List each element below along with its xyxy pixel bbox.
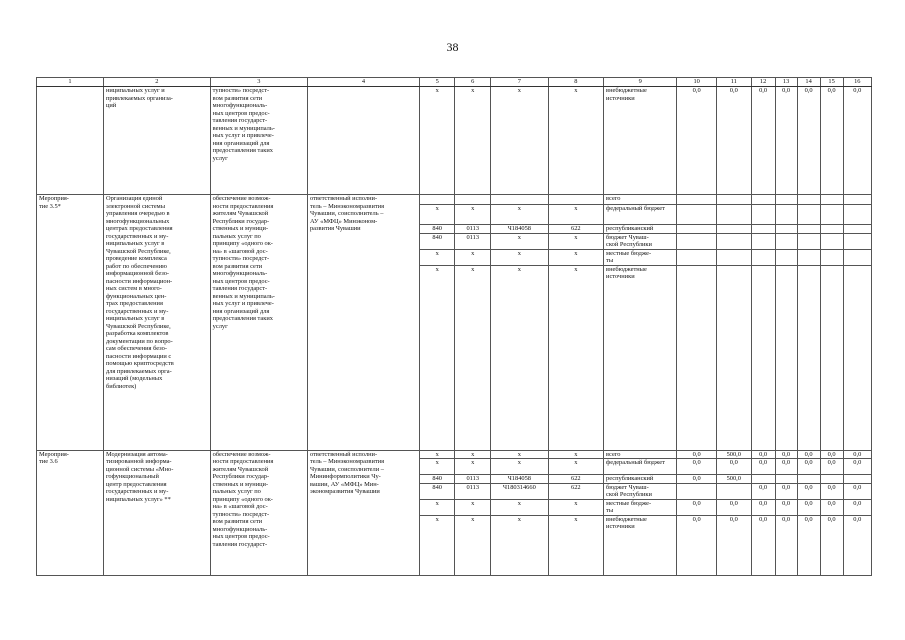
cell-value [797, 205, 820, 225]
cell-value: 0,0 [717, 515, 752, 575]
cell-value: 0,0 [775, 87, 797, 195]
column-number: 8 [548, 78, 603, 87]
cell-value [820, 205, 843, 225]
cell-measure-name: ниципальных услуг и привлекаемых организа- ций [103, 87, 210, 195]
cell-value [717, 265, 752, 450]
cell-value: х [455, 265, 491, 450]
column-number: 5 [419, 78, 455, 87]
cell-value [775, 249, 797, 265]
cell-csr: х [491, 87, 549, 195]
cell-value [820, 225, 843, 234]
cell-value: 0,0 [677, 459, 717, 475]
cell-source: внебюджетные источники [604, 515, 677, 575]
cell-value: 0,0 [677, 475, 717, 484]
cell-value: 0,0 [751, 87, 775, 195]
cell-value [843, 205, 871, 225]
cell-source: всего [604, 450, 677, 459]
table-row [37, 450, 872, 459]
cell-value: х [455, 459, 491, 475]
cell-value [717, 233, 752, 249]
cell-value [797, 265, 820, 450]
column-number: 16 [843, 78, 871, 87]
cell-value: 0,0 [677, 499, 717, 515]
table-row [37, 195, 872, 205]
cell-value [717, 249, 752, 265]
cell-value [820, 249, 843, 265]
cell-value [677, 205, 717, 225]
cell-value: 622 [548, 225, 603, 234]
cell-rzpr: х [455, 87, 491, 195]
cell-value: х [419, 459, 455, 475]
cell-value: 0113 [455, 475, 491, 484]
cell-source: всего [604, 195, 677, 205]
cell-value: х [491, 515, 549, 575]
cell-executor [307, 87, 419, 195]
cell-value: 0,0 [775, 499, 797, 515]
cell-value: 0,0 [820, 459, 843, 475]
cell-value [677, 249, 717, 265]
cell-value: 840 [419, 233, 455, 249]
cell-value: 0,0 [820, 483, 843, 499]
cell-source: внебюджетные источники [604, 265, 677, 450]
cell-value [419, 195, 455, 205]
cell-measure-name: Организация единой электронной системы управления очередью в многофункциональных центрах предоставления государственных и му- ниципальных услуг в Чувашской Республике, проведение комплекса работ по обеспечению информационной безо- пасности информацион- ных систем в много- функциональных цен- трах предоставления государственных и му- ниципальных услуг в Чувашской Республике, разработка комплектов документации по вопро- сам обеспечения безо- пасности информации с помощью криптосредств для привлекаемых орга- низаций (модельных библиотек) [103, 195, 210, 451]
column-number: 3 [210, 78, 307, 87]
cell-measure: Мероприя- тие 3.5* [37, 195, 104, 451]
cell-value [677, 225, 717, 234]
cell-value [717, 225, 752, 234]
column-number: 9 [604, 78, 677, 87]
cell-value: 0,0 [843, 450, 871, 459]
cell-value: 840 [419, 225, 455, 234]
cell-task: тупности» посредст- вом развития сети многофункциональ- ных центров предос- тавления государст- венных и муниципаль- ных услуг и привлече- ния организаций для предоставления таких услуг [210, 87, 307, 195]
cell-source: бюджет Чуваш- ской Республики [604, 483, 677, 499]
cell-value: х [419, 205, 455, 225]
column-number: 12 [751, 78, 775, 87]
cell-measure [37, 87, 104, 195]
cell-value: 840 [419, 483, 455, 499]
cell-value: 0,0 [820, 87, 843, 195]
cell-source: местные бюдже- ты [604, 249, 677, 265]
cell-value [797, 195, 820, 205]
cell-value: х [419, 265, 455, 450]
cell-value: 0,0 [797, 515, 820, 575]
cell-value: х [455, 205, 491, 225]
cell-value: 0,0 [751, 450, 775, 459]
cell-value [797, 475, 820, 484]
cell-source: республиканский [604, 475, 677, 484]
cell-value: 0,0 [751, 499, 775, 515]
cell-source: внебюджетные источники [604, 87, 677, 195]
cell-value [751, 475, 775, 484]
cell-value: х [548, 249, 603, 265]
cell-value: Ч184058 [491, 475, 549, 484]
cell-value: х [548, 205, 603, 225]
cell-value: 0,0 [775, 450, 797, 459]
cell-value: х [548, 515, 603, 575]
cell-value [820, 195, 843, 205]
cell-value [843, 265, 871, 450]
cell-value: х [491, 265, 549, 450]
column-number: 13 [775, 78, 797, 87]
cell-value [843, 225, 871, 234]
cell-value: 0,0 [751, 459, 775, 475]
cell-value: 0,0 [677, 87, 717, 195]
cell-value: 0113 [455, 233, 491, 249]
cell-value [455, 195, 491, 205]
cell-value: 500,0 [717, 450, 752, 459]
cell-value: 0,0 [820, 499, 843, 515]
cell-executor: ответственный исполни- тель – Минэкономразвития Чувашии, соисполнители – Мининформполитики Чу- вашии, АУ «МФЦ» Мин- экономразвития Чувашии [307, 450, 419, 575]
cell-value [751, 233, 775, 249]
cell-value: 0,0 [775, 515, 797, 575]
page-number: 38 [446, 40, 459, 54]
cell-value [751, 249, 775, 265]
cell-value: 622 [548, 483, 603, 499]
cell-value: х [419, 450, 455, 459]
cell-value: 0,0 [717, 499, 752, 515]
cell-value: 0,0 [797, 499, 820, 515]
cell-task: обеспечение возмож- ности предоставления жителям Чувашской Республики государ- ственных и муници- пальных услуг по принципу «одного ок- на» в «шаговой дос- тупности» посредст- вом развития сети многофункциональ- ных центров предос- тавления государст- венных и муниципаль- ных услуг и привлече- ния организаций для предоставления таких услуг [210, 195, 307, 451]
cell-value: х [491, 249, 549, 265]
column-number: 10 [677, 78, 717, 87]
cell-value: 0,0 [751, 515, 775, 575]
column-number: 7 [491, 78, 549, 87]
table-row [37, 87, 872, 195]
cell-value [717, 483, 752, 499]
cell-value: 0,0 [843, 459, 871, 475]
cell-value [820, 265, 843, 450]
cell-value [751, 195, 775, 205]
cell-source: республиканский [604, 225, 677, 234]
cell-value: х [491, 499, 549, 515]
cell-value [775, 265, 797, 450]
column-number: 6 [455, 78, 491, 87]
cell-executor: ответственный исполни- тель – Минэкономразвития Чувашии, соисполнитель – АУ «МФЦ» Минэконом- развития Чувашии [307, 195, 419, 451]
cell-value [820, 475, 843, 484]
cell-value: 0,0 [797, 459, 820, 475]
cell-value: 0,0 [677, 450, 717, 459]
cell-value: 0,0 [843, 483, 871, 499]
cell-value: 0113 [455, 225, 491, 234]
cell-value [491, 195, 549, 205]
cell-value: 622 [548, 475, 603, 484]
cell-value [843, 475, 871, 484]
column-number: 11 [717, 78, 752, 87]
cell-value [797, 249, 820, 265]
cell-value: 0,0 [843, 515, 871, 575]
column-number: 2 [103, 78, 210, 87]
cell-value: 0113 [455, 483, 491, 499]
cell-value [677, 483, 717, 499]
cell-value: х [419, 499, 455, 515]
cell-value: 0,0 [843, 87, 871, 195]
cell-value: х [548, 233, 603, 249]
cell-measure: Мероприя- тие 3.6 [37, 450, 104, 575]
cell-value [751, 265, 775, 450]
cell-value [843, 249, 871, 265]
cell-value: 0,0 [820, 450, 843, 459]
cell-value: х [455, 515, 491, 575]
cell-value: 0,0 [751, 483, 775, 499]
column-number-row [37, 78, 872, 87]
cell-value: х [548, 499, 603, 515]
cell-value [717, 205, 752, 225]
cell-value: 500,0 [717, 475, 752, 484]
cell-value: Ч184058 [491, 225, 549, 234]
cell-value [677, 265, 717, 450]
cell-source: бюджет Чуваш- ской Республики [604, 233, 677, 249]
cell-vr: х [548, 87, 603, 195]
cell-value: 0,0 [775, 459, 797, 475]
cell-value [775, 225, 797, 234]
cell-value [775, 205, 797, 225]
cell-value: х [548, 450, 603, 459]
cell-grbs: х [419, 87, 455, 195]
cell-value: 0,0 [797, 483, 820, 499]
cell-source: федеральный бюджет [604, 205, 677, 225]
cell-measure-name: Модернизация автома- тизированной информа- ционной системы «Мно- гофункциональный центр предоставления государственных и му- ниципальных услуг» ** [103, 450, 210, 575]
cell-value: х [491, 233, 549, 249]
cell-value [797, 225, 820, 234]
cell-value [775, 475, 797, 484]
cell-source: местные бюдже- ты [604, 499, 677, 515]
cell-value: х [455, 450, 491, 459]
cell-value [751, 225, 775, 234]
cell-value: 0,0 [843, 499, 871, 515]
cell-value [820, 233, 843, 249]
cell-value [717, 195, 752, 205]
cell-value: х [491, 450, 549, 459]
program-table [36, 77, 872, 576]
cell-value [751, 205, 775, 225]
cell-value: Ч180314660 [491, 483, 549, 499]
cell-value [677, 195, 717, 205]
cell-value: 840 [419, 475, 455, 484]
cell-value [677, 233, 717, 249]
column-number: 14 [797, 78, 820, 87]
cell-source: федеральный бюджет [604, 459, 677, 475]
cell-value [548, 195, 603, 205]
cell-value: х [419, 249, 455, 265]
cell-value [797, 233, 820, 249]
cell-value: х [491, 459, 549, 475]
cell-value: 0,0 [797, 450, 820, 459]
cell-value: 0,0 [677, 515, 717, 575]
cell-task: обеспечение возмож- ности предоставления жителям Чувашской Республики государ- ственных и муници- пальных услуг по принципу «одного ок- на» в «шаговой дос- тупности» посредст- вом развития сети многофункциональ- ных центров предос- тавления государст- [210, 450, 307, 575]
cell-value: х [491, 205, 549, 225]
column-number: 4 [307, 78, 419, 87]
cell-value: х [548, 265, 603, 450]
cell-value: 0,0 [775, 483, 797, 499]
cell-value: 0,0 [797, 87, 820, 195]
cell-value: х [548, 459, 603, 475]
cell-value: 0,0 [820, 515, 843, 575]
column-number: 15 [820, 78, 843, 87]
cell-value [775, 195, 797, 205]
column-number: 1 [37, 78, 104, 87]
cell-value: 0,0 [717, 87, 752, 195]
cell-value: х [455, 249, 491, 265]
cell-value [843, 195, 871, 205]
cell-value [843, 233, 871, 249]
cell-value: х [455, 499, 491, 515]
cell-value: 0,0 [717, 459, 752, 475]
cell-value [775, 233, 797, 249]
cell-value: х [419, 515, 455, 575]
